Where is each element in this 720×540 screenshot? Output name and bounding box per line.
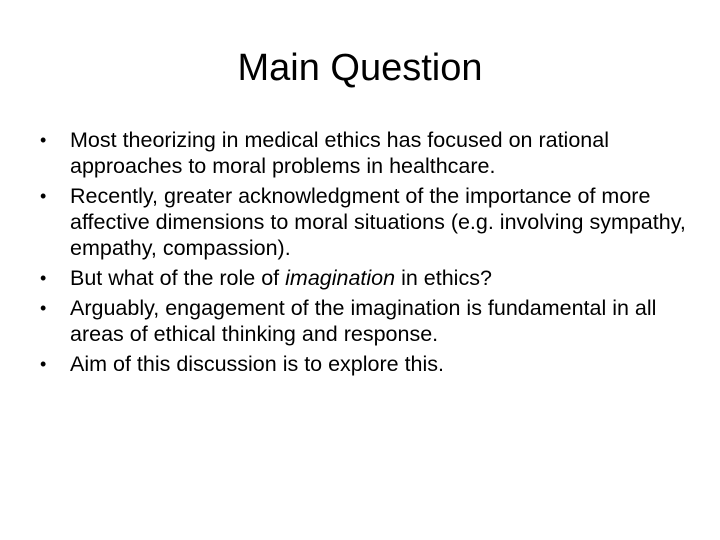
bullet-icon: • bbox=[40, 130, 47, 150]
bullet-item bbox=[36, 183, 686, 261]
bullet-text: Arguably, engagement of the imagination is fundamental in all areas of ethical thinking and response. bbox=[70, 296, 657, 346]
bullet-item bbox=[36, 127, 686, 179]
bullet-text-before: But what of the role of bbox=[70, 266, 286, 290]
bullet-icon: • bbox=[40, 298, 47, 318]
bullet-text: Most theorizing in medical ethics has focused on rational approaches to moral problems in healthcare. bbox=[70, 128, 609, 178]
slide-title: Main Question bbox=[237, 47, 483, 89]
bullet-icon: • bbox=[40, 186, 47, 206]
bullet-list bbox=[36, 127, 686, 381]
bullet-text: Recently, greater acknowledgment of the importance of more affective dimensions to moral situations (e.g. involving sympathy, empathy, compassion). bbox=[70, 184, 686, 260]
bullet-item bbox=[36, 351, 686, 377]
bullet-text-emphasis: imagination bbox=[285, 266, 396, 290]
bullet-icon: • bbox=[40, 268, 47, 288]
bullet-text bbox=[70, 266, 492, 290]
bullet-item bbox=[36, 265, 686, 291]
bullet-text: Aim of this discussion is to explore this. bbox=[70, 352, 445, 376]
bullet-icon: • bbox=[40, 354, 47, 374]
bullet-text-after: in ethics? bbox=[395, 266, 492, 290]
bullet-item bbox=[36, 295, 686, 347]
